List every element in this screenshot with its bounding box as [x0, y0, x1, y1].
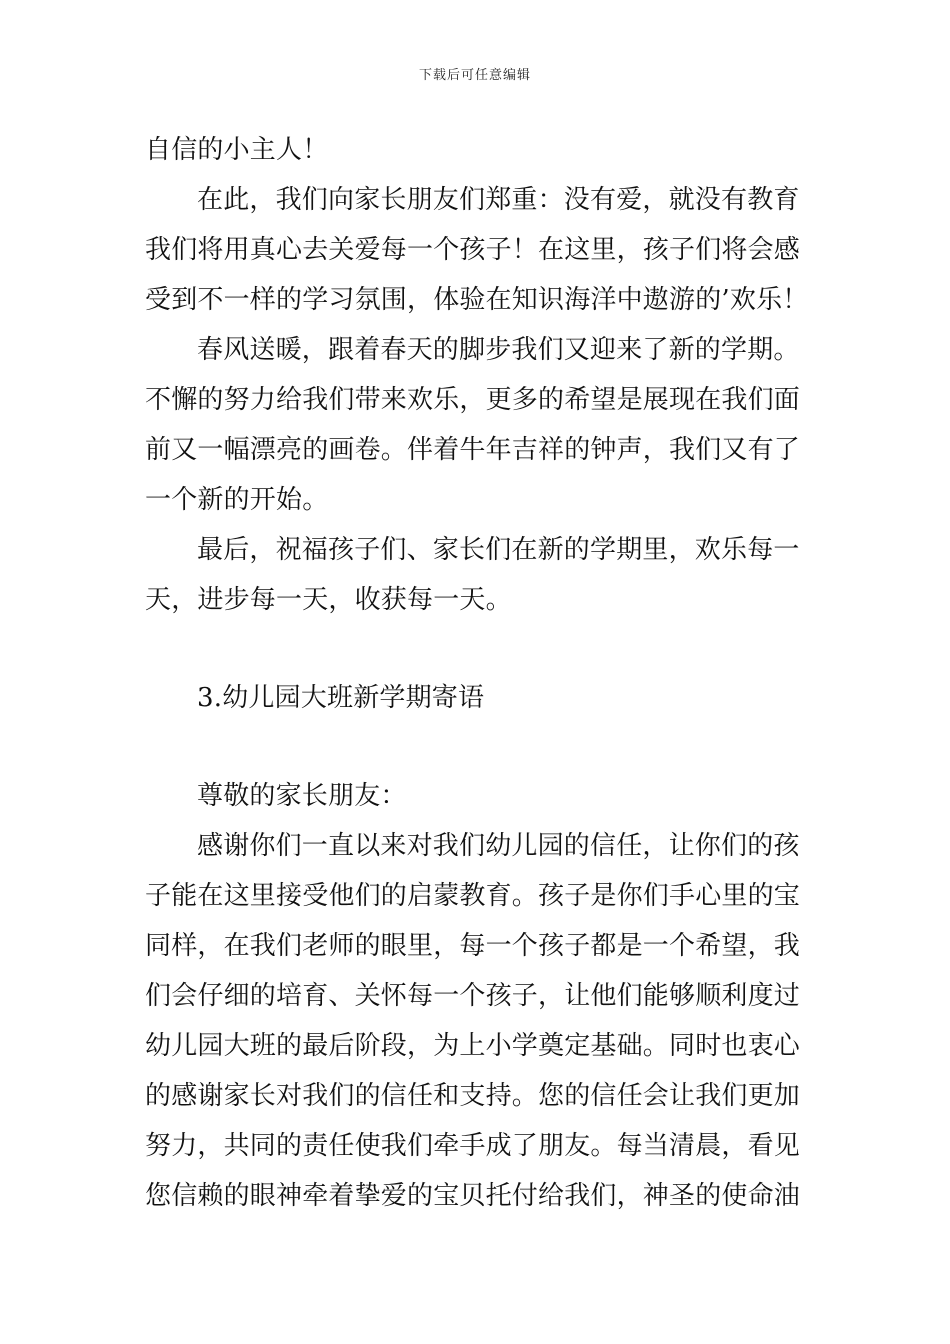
text-line: 感谢你们一直以来对我们幼儿园的信任，让你们的孩 — [197, 831, 800, 861]
text-line: 前又一幅漂亮的画卷。伴着牛年吉祥的钟声，我们又有了 — [145, 435, 801, 465]
text-line: 一个新的开始。 — [145, 485, 329, 515]
text-line: 不懈的努力给我们带来欢乐，更多的希望是展现在我们面 — [145, 385, 801, 415]
text-line: 天，进步每一天，收获每一天。 — [145, 585, 512, 615]
text-line: 幼儿园大班的最后阶段，为上小学奠定基础。同时也衷心 — [145, 1031, 801, 1061]
text-line: 您信赖的眼神牵着挚爱的宝贝托付给我们，神圣的使命油 — [145, 1181, 801, 1211]
text-line: 努力，共同的责任使我们牵手成了朋友。每当清晨，看见 — [145, 1131, 801, 1161]
text-line: 的感谢家长对我们的信任和支持。您的信任会让我们更加 — [145, 1081, 801, 1111]
text-line: 同样，在我们老师的眼里，每一个孩子都是一个希望，我 — [145, 931, 801, 961]
text-line: 们会仔细的培育、关怀每一个孩子，让他们能够顺利度过 — [145, 981, 801, 1011]
section-heading: 3.幼儿园大班新学期寄语 — [197, 683, 485, 713]
page-header: 下载后可任意编辑 — [418, 68, 531, 83]
salutation: 尊敬的家长朋友： — [197, 781, 407, 811]
text-line: 春风送暖，跟着春天的脚步我们又迎来了新的学期。 — [197, 335, 800, 365]
text-line: 子能在这里接受他们的启蒙教育。孩子是你们手心里的宝 — [145, 881, 801, 911]
text-line: 在此，我们向家长朋友们郑重：没有爱，就没有教育 — [197, 185, 800, 215]
text-line: 受到不一样的学习氛围，体验在知识海洋中遨游的’欢乐！ — [145, 285, 809, 315]
text-line: 最后，祝福孩子们、家长们在新的学期里，欢乐每一 — [197, 535, 800, 565]
text-line: 我们将用真心去关爱每一个孩子！在这里，孩子们将会感 — [145, 235, 801, 265]
text-line: 自信的小主人！ — [145, 135, 329, 165]
